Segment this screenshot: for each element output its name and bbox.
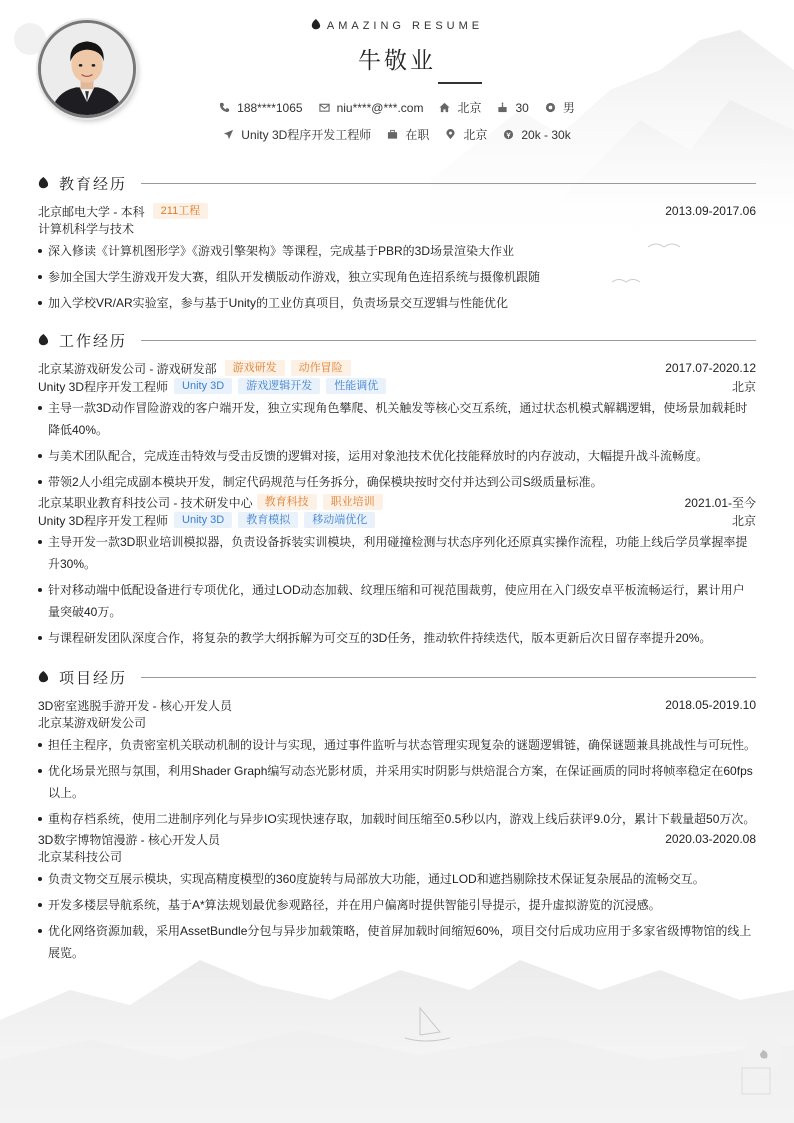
entry-date: 2020.03-2020.08: [665, 832, 756, 846]
section-divider: [141, 677, 756, 678]
work-section: [38, 330, 756, 653]
list-item: 负责文物交互展示模块，实现高精度模型的360度旋转与局部放大功能，通过LOD和遮挡剔除技术保证复杂展品的流畅交互。: [38, 868, 756, 890]
project-org: 北京某科技公司: [38, 850, 123, 864]
email-text: niu****@***.com: [336, 100, 424, 115]
education-section: [38, 173, 756, 318]
expected-salary-item: [503, 128, 570, 142]
company-name: 北京某职业教育科技公司 - 技术研发中心: [38, 495, 253, 510]
section-header: [38, 173, 756, 193]
entry-header: [38, 359, 756, 377]
list-item: 重构存档系统，使用二进制序列化与异步IO实现快速存取，加载时间压缩至0.5秒以内，游戏上线后获评9.0分，累计下载量超50万次。: [38, 808, 756, 830]
ink-drop-icon: [311, 19, 321, 30]
expected-salary-text: 20k - 30k: [521, 127, 571, 142]
cake-icon: [497, 102, 508, 113]
list-item: 与课程研发团队深度合作，将复杂的教学大纲拆解为可交互的3D任务，推动软件持续迭代，版本更新后次日留存率提升20%。: [38, 627, 756, 649]
list-item: 主导一款3D动作冒险游戏的客户端开发，独立实现角色攀爬、机关触发等核心交互系统，通过状态机模式解耦逻辑，使场景加载耗时降低40%。: [38, 397, 756, 441]
skill-tag: 移动端优化: [304, 512, 375, 528]
list-item: 深入修读《计算机图形学》《游戏引擎架构》等课程，完成基于PBR的3D场景渲染大作业: [38, 240, 756, 262]
role-row: [38, 511, 756, 529]
phone-item: [219, 101, 302, 115]
resume-tagline: [0, 19, 794, 32]
entry-header: [38, 202, 756, 220]
section-divider: [141, 340, 756, 341]
job-status-text: 在职: [405, 128, 430, 142]
skill-tag: Unity 3D: [174, 378, 232, 394]
project-bullets: [38, 734, 756, 830]
education-entry: [38, 202, 756, 314]
email-item: [319, 101, 424, 115]
industry-tag: 职业培训: [323, 494, 383, 510]
list-item: 带领2人小组完成副本模块开发，制定代码规范与任务拆分，确保模块按时交付并达到公司S级质量标准。: [38, 471, 756, 493]
entry-date: 2013.09-2017.06: [665, 204, 756, 218]
job-status-item: [387, 126, 429, 143]
job-title: Unity 3D程序开发工程师: [38, 379, 169, 394]
job-intent-row: [0, 126, 794, 143]
work-bullets: [38, 397, 756, 493]
gender-icon: [545, 102, 556, 113]
section-header: [38, 667, 756, 687]
entry-header: [38, 696, 756, 714]
target-city-item: [445, 126, 487, 143]
list-item: 优化网络资源加载，采用AssetBundle分包与异步加载策略，使首屏加载时间缩短60%，项目交付后成功应用于多家省级博物馆的线上展览。: [38, 920, 756, 964]
target-position-item: [223, 126, 371, 143]
project-entry: [38, 830, 756, 964]
section-divider: [141, 183, 756, 184]
company-name: 北京某游戏研发公司 - 游戏研发部: [38, 361, 217, 376]
age-text: 30: [515, 100, 529, 115]
work-city: 北京: [731, 513, 756, 528]
candidate-name: 牛敬业: [358, 47, 436, 73]
ink-drop-icon: [38, 671, 49, 683]
industry-tag: 动作冒险: [291, 360, 351, 376]
role-row: [38, 377, 756, 395]
project-name: 3D数字博物馆漫游 - 核心开发人员: [38, 832, 221, 847]
list-item: 参加全国大学生游戏开发大赛，组队开发横版动作游戏，独立实现角色连招系统与摄像机跟随: [38, 266, 756, 288]
work-entry: [38, 359, 756, 493]
list-item: 加入学校VR/AR实验室，参与基于Unity的工业仿真项目，负责场景交互逻辑与性能优化: [38, 292, 756, 314]
gender-text: 男: [562, 101, 575, 115]
location-icon: [445, 129, 456, 140]
home-icon: [439, 102, 450, 113]
entry-header: [38, 493, 756, 511]
list-item: 针对移动端中低配设备进行专项优化，通过LOD动态加载、纹理压缩和可视范围裁剪，使应用在入门级安卓平板流畅运行，累计用户量突破40万。: [38, 579, 756, 623]
work-bullets: [38, 531, 756, 649]
work-entry: [38, 493, 756, 649]
ink-drop-icon: [38, 334, 49, 346]
list-item: 开发多楼层导航系统，基于A*算法规划最优参观路径，并在用户偏离时提供智能引导提示，提升虚拟游览的沉浸感。: [38, 894, 756, 916]
project-name: 3D密室逃脱手游开发 - 核心开发人员: [38, 698, 233, 713]
name-divider: [438, 82, 482, 84]
school-name: 北京邮电大学 - 本科: [38, 204, 145, 219]
gender-item: [545, 99, 575, 116]
entry-date: 2018.05-2019.10: [665, 698, 756, 712]
mail-icon: [319, 102, 330, 113]
target-position-text: Unity 3D程序开发工程师: [241, 128, 372, 142]
school-tag: 211工程: [153, 203, 209, 219]
projects-section: [38, 667, 756, 968]
list-item: 优化场景光照与氛围，利用Shader Graph编写动态光影材质，并采用实时阴影与烘焙混合方案，在保证画质的同时将帧率稳定在60fps以上。: [38, 760, 756, 804]
education-bullets: [38, 240, 756, 314]
industry-tag: 教育科技: [257, 494, 317, 510]
section-header: [38, 330, 756, 350]
skill-tag: 性能调优: [326, 378, 386, 394]
project-bullets: [38, 868, 756, 964]
ink-drop-icon: [38, 177, 49, 189]
job-title: Unity 3D程序开发工程师: [38, 513, 169, 528]
entry-date: 2017.07-2020.12: [665, 361, 756, 375]
project-org: 北京某游戏研发公司: [38, 716, 147, 730]
contact-row: [0, 99, 794, 116]
work-city: 北京: [731, 379, 756, 394]
industry-tag: 游戏研发: [225, 360, 285, 376]
send-icon: [223, 129, 234, 140]
tagline-text: AMAZING RESUME: [326, 20, 484, 32]
list-item: 与美术团队配合，完成连击特效与受击反馈的逻辑对接，运用对象池技术优化技能释放时的内存波动，大幅提升战斗流畅度。: [38, 445, 756, 467]
entry-header: [38, 830, 756, 848]
list-item: 担任主程序，负责密室机关联动机制的设计与实现，通过事件监听与状态管理实现复杂的谜题逻辑链，确保谜题兼具挑战性与可玩性。: [38, 734, 756, 756]
phone-icon: [219, 102, 230, 113]
age-item: [497, 101, 528, 115]
phone-text: 188****1065: [237, 100, 303, 115]
skill-tag: 游戏逻辑开发: [238, 378, 320, 394]
list-item: 主导开发一款3D职业培训模拟器，负责设备拆装实训模块，利用碰撞检测与状态序列化还原真实操作流程，功能上线后学员掌握率提升30%。: [38, 531, 756, 575]
briefcase-icon: [387, 129, 398, 140]
hometown-item: [439, 99, 481, 116]
project-entry: [38, 696, 756, 830]
entry-date: 2021.01-至今: [684, 495, 756, 510]
major: 计算机科学与技术: [38, 222, 135, 236]
target-city-text: 北京: [463, 128, 488, 142]
skill-tag: Unity 3D: [174, 512, 232, 528]
section-title: 工作经历: [59, 332, 128, 350]
section-title: 教育经历: [59, 175, 128, 193]
skill-tag: 教育模拟: [238, 512, 298, 528]
hometown-text: 北京: [457, 101, 482, 115]
money-icon: [503, 129, 514, 140]
section-title: 项目经历: [59, 669, 128, 687]
